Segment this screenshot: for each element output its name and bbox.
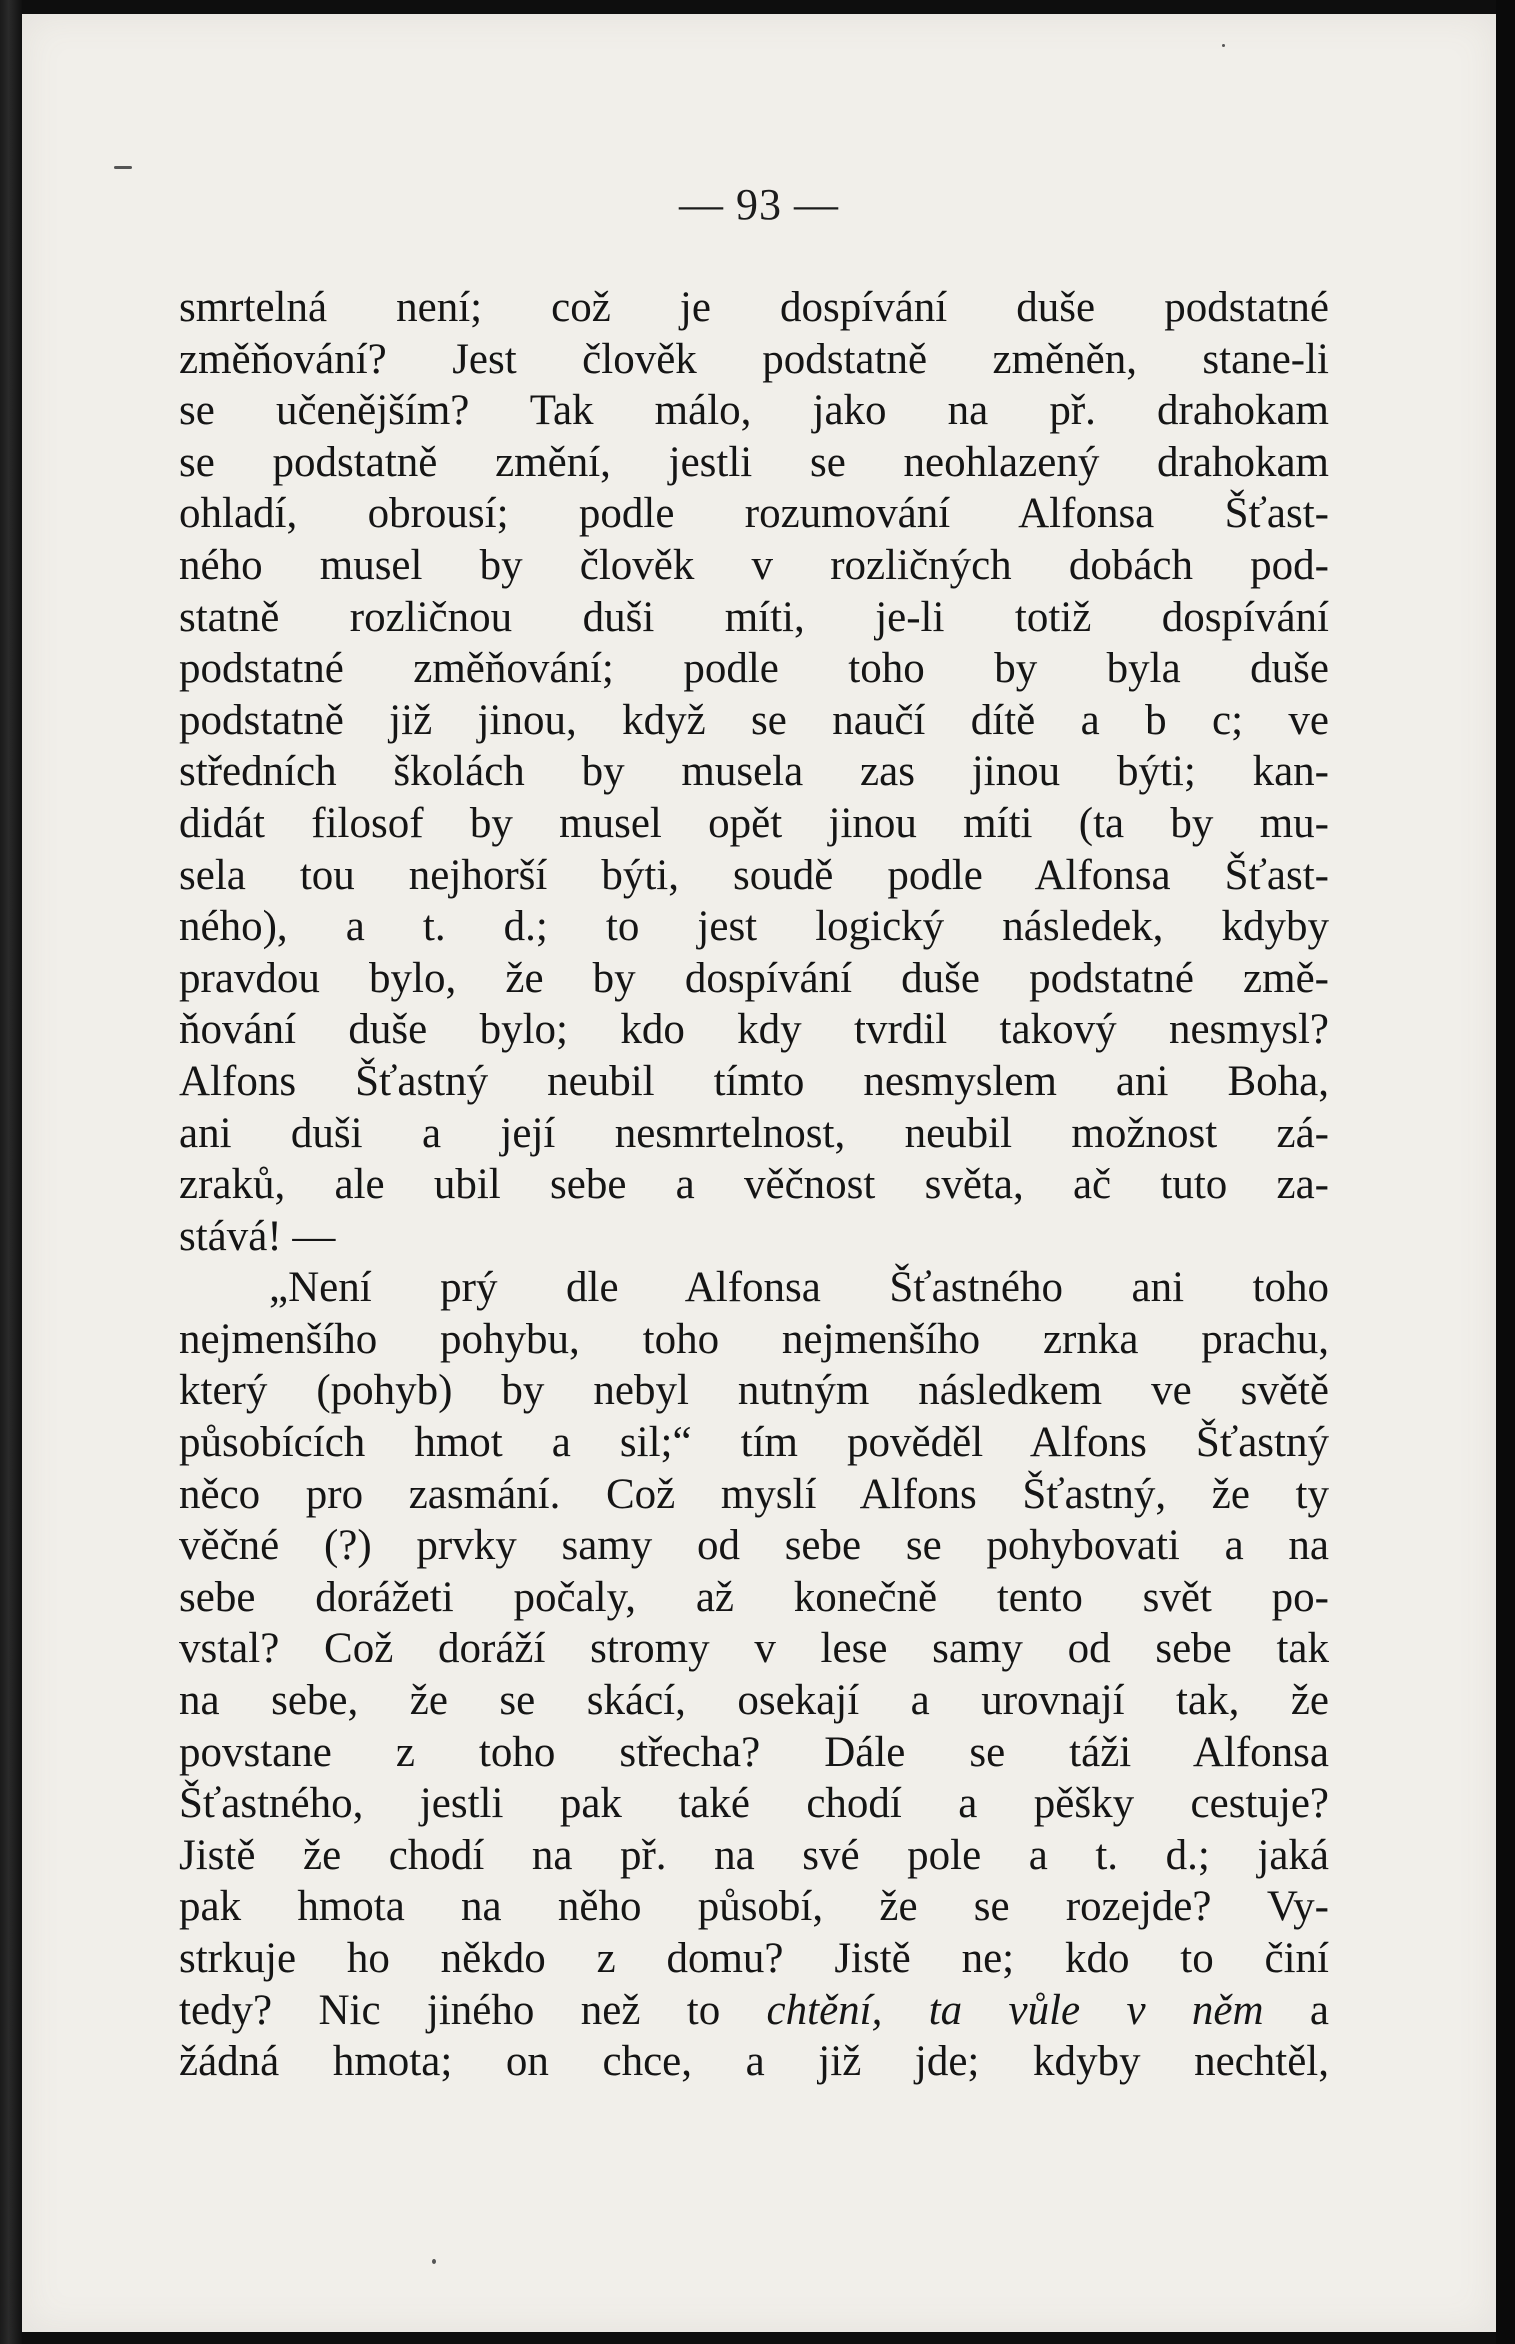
text-line: sela tou nejhorší býti, soudě podle Alfonsa Šťast- xyxy=(179,851,1329,899)
body-text xyxy=(179,282,1329,2088)
text-line-with-italic xyxy=(179,1985,1329,2037)
text-line: ného), a t. d.; to jest logický následek, kdyby xyxy=(179,903,1329,951)
text-line: něco pro zasmání. Což myslí Alfons Šťastný, že ty xyxy=(179,1470,1329,1518)
text-line: sebe dorážeti počaly, až konečně tento svět po- xyxy=(179,1573,1329,1621)
text-line: který (pohyb) by nebyl nutným následkem ve světě xyxy=(179,1367,1329,1415)
text-line: ného musel by člověk v rozličných dobách pod- xyxy=(179,541,1329,589)
text-line: podstatně již jinou, když se naučí dítě a b c; ve xyxy=(179,696,1329,744)
text-line: změňování? Jest člověk podstatně změněn, stane-li xyxy=(179,335,1329,383)
text-line: Jistě že chodí na př. na své pole a t. d.; jaká xyxy=(179,1831,1329,1879)
text-line: podstatné změňování; podle toho by byla duše xyxy=(179,645,1329,693)
text-line: na sebe, že se skácí, osekají a urovnají tak, že xyxy=(179,1677,1329,1725)
text-line: věčné (?) prvky samy od sebe se pohybovati a na xyxy=(179,1522,1329,1570)
text-line: zraků, ale ubil sebe a věčnost světa, ač tuto za- xyxy=(179,1161,1329,1209)
text-line: se učenějším? Tak málo, jako na př. drahokam xyxy=(179,387,1329,435)
binding-edge xyxy=(0,0,22,2344)
text-line: Alfons Šťastný neubil tímto nesmyslem ani Boha, xyxy=(179,1057,1329,1105)
paragraph-start-line: „Není prý dle Alfonsa Šťastného ani toho xyxy=(269,1264,1329,1312)
scan-speck xyxy=(1222,44,1225,47)
text-line: povstane z toho střecha? Dále se táži Alfonsa xyxy=(179,1728,1329,1776)
book-page xyxy=(22,14,1496,2332)
text-line: pravdou bylo, že by dospívání duše podstatné změ- xyxy=(179,954,1329,1002)
text-line: ňování duše bylo; kdo kdy tvrdil takový nesmysl? xyxy=(179,1006,1329,1054)
text-line: vstal? Což doráží stromy v lese samy od sebe tak xyxy=(179,1625,1329,1673)
page-number: — 93 — xyxy=(679,180,839,229)
text-line: středních školách by musela zas jinou býti; kan- xyxy=(179,748,1329,796)
scan-speck xyxy=(432,2259,436,2264)
text-line: Šťastného, jestli pak také chodí a pěšky cestuje? xyxy=(179,1780,1329,1828)
text-line: nejmenšího pohybu, toho nejmenšího zrnka prachu, xyxy=(179,1315,1329,1363)
scan-speck xyxy=(114,166,132,169)
text-line: pak hmota na něho působí, že se rozejde? Vy- xyxy=(179,1883,1329,1931)
text-line: stává! — xyxy=(179,1212,336,1260)
text-line: žádná hmota; on chce, a již jde; kdyby nechtěl, xyxy=(179,2038,1329,2086)
italic-emphasis: chtění, ta vůle v něm xyxy=(766,1986,1264,2034)
text-line: smrtelná není; což je dospívání duše podstatné xyxy=(179,284,1329,331)
text-line: ohladí, obrousí; podle rozumování Alfonsa Šťast- xyxy=(179,490,1329,538)
text-line: ani duši a její nesmrtelnost, neubil možnost zá- xyxy=(179,1109,1329,1157)
text-line: didát filosof by musel opět jinou míti (ta by mu- xyxy=(179,799,1329,847)
text-segment: a xyxy=(1263,1986,1329,2034)
text-line: působících hmot a sil;“ tím pověděl Alfons Šťastný xyxy=(179,1419,1329,1467)
right-edge xyxy=(1496,0,1515,2344)
text-segment: tedy? Nic jiného než to xyxy=(179,1986,767,2034)
text-line: statně rozličnou duši míti, je-li totiž dospívání xyxy=(179,593,1329,641)
text-line: strkuje ho někdo z domu? Jistě ne; kdo to činí xyxy=(179,1935,1329,1982)
text-line: se podstatně změní, jestli se neohlazený drahokam xyxy=(179,438,1329,486)
